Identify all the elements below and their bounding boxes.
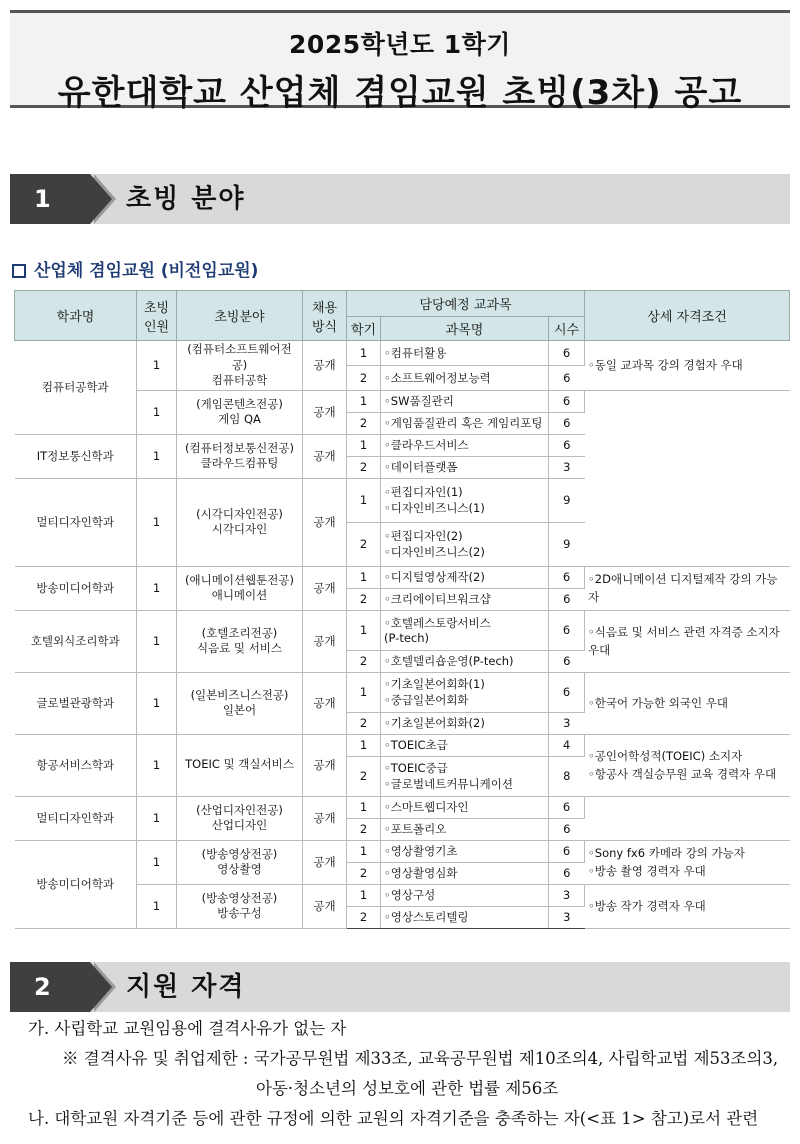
subject-cell: ◦클라우드서비스 bbox=[381, 434, 549, 456]
header-count: 초빙 인원 bbox=[137, 291, 177, 341]
subject-cell: ◦기초일본어회화(2) bbox=[381, 712, 549, 734]
field-cell: (게임콘텐츠전공) 게임 QA bbox=[177, 390, 303, 434]
subject-cell: ◦호텔레스토랑서비스 (P-tech) bbox=[381, 610, 549, 650]
checkbox-icon bbox=[12, 264, 26, 278]
method-cell: 공개 bbox=[303, 390, 347, 434]
subject-cell: ◦게임품질관리 혹은 게임리포팅 bbox=[381, 412, 549, 434]
recruitment-table bbox=[14, 290, 790, 929]
method-cell: 공개 bbox=[303, 840, 347, 884]
hours-cell: 4 bbox=[549, 734, 585, 756]
dept-cell: 방송미디어학과 bbox=[15, 566, 137, 610]
dept-cell: 멀티디자인학과 bbox=[15, 796, 137, 840]
semester-cell: 2 bbox=[347, 456, 381, 478]
section-2-header bbox=[10, 962, 790, 1012]
method-cell: 공개 bbox=[303, 672, 347, 734]
field-cell: (호텔조리전공) 식음료 및 서비스 bbox=[177, 610, 303, 672]
count-cell: 1 bbox=[137, 672, 177, 734]
section-1-number: 1 bbox=[10, 174, 90, 224]
hours-cell: 9 bbox=[549, 478, 585, 522]
dept-cell: 호텔외식조리학과 bbox=[15, 610, 137, 672]
qualification-cell: ◦한국어 가능한 외국인 우대 bbox=[585, 672, 790, 734]
method-cell: 공개 bbox=[303, 734, 347, 796]
semester-cell: 1 bbox=[347, 341, 381, 366]
subject-cell: ◦SW품질관리 bbox=[381, 390, 549, 412]
hours-cell: 3 bbox=[549, 906, 585, 928]
count-cell: 1 bbox=[137, 566, 177, 610]
section-1-header bbox=[10, 174, 790, 224]
subject-cell: ◦영상스토리텔링 bbox=[381, 906, 549, 928]
count-cell: 1 bbox=[137, 840, 177, 884]
count-cell: 1 bbox=[137, 610, 177, 672]
header-subject: 과목명 bbox=[381, 317, 549, 341]
header-dept: 학과명 bbox=[15, 291, 137, 341]
header-qual: 상세 자격조건 bbox=[585, 291, 790, 341]
section-2-body bbox=[28, 1014, 798, 1134]
field-cell: (방송영상전공) 영상촬영 bbox=[177, 840, 303, 884]
count-cell: 1 bbox=[137, 434, 177, 478]
dept-cell: 항공서비스학과 bbox=[15, 734, 137, 796]
subject-cell: ◦크리에이티브워크샵 bbox=[381, 588, 549, 610]
qualification-cell bbox=[585, 796, 790, 840]
semester-cell: 2 bbox=[347, 862, 381, 884]
subheading-text: 산업체 겸임교원 (비전임교원) bbox=[34, 261, 259, 281]
field-cell: (애니메이션웹툰전공) 애니메이션 bbox=[177, 566, 303, 610]
hours-cell: 6 bbox=[549, 610, 585, 650]
method-cell: 공개 bbox=[303, 796, 347, 840]
table-row bbox=[15, 796, 790, 818]
item-ga: 가. 사립학교 교원임용에 결격사유가 없는 자 bbox=[28, 1019, 347, 1038]
hours-cell: 6 bbox=[549, 390, 585, 412]
qualification-cell bbox=[585, 390, 790, 566]
subject-cell: ◦TOEIC중급 ◦글로벌네트커뮤니케이션 bbox=[381, 756, 549, 796]
semester-cell: 1 bbox=[347, 796, 381, 818]
section-2-number: 2 bbox=[10, 962, 90, 1012]
hours-cell: 6 bbox=[549, 650, 585, 672]
count-cell: 1 bbox=[137, 884, 177, 928]
hours-cell: 6 bbox=[549, 862, 585, 884]
semester-cell: 2 bbox=[347, 906, 381, 928]
hours-cell: 3 bbox=[549, 884, 585, 906]
method-cell: 공개 bbox=[303, 341, 347, 391]
hours-cell: 6 bbox=[549, 840, 585, 862]
title-year: 2025학년도 1학기 bbox=[289, 30, 511, 59]
hours-cell: 3 bbox=[549, 456, 585, 478]
qualification-cell: ◦2D애니메이션 디지털제작 강의 가능자 bbox=[585, 566, 790, 610]
field-cell: (산업디자인전공) 산업디자인 bbox=[177, 796, 303, 840]
hours-cell: 6 bbox=[549, 588, 585, 610]
subject-cell: ◦스마트웹디자인 bbox=[381, 796, 549, 818]
semester-cell: 2 bbox=[347, 712, 381, 734]
title-box bbox=[10, 10, 790, 113]
field-cell: (방송영상전공) 방송구성 bbox=[177, 884, 303, 928]
hours-cell: 9 bbox=[549, 522, 585, 566]
section-2-title: 지원 자격 bbox=[126, 972, 246, 1002]
table-row bbox=[15, 672, 790, 712]
hours-cell: 6 bbox=[549, 796, 585, 818]
hours-cell: 3 bbox=[549, 712, 585, 734]
field-cell: (컴퓨터정보통신전공) 클라우드컴퓨팅 bbox=[177, 434, 303, 478]
header-hours: 시수 bbox=[549, 317, 585, 341]
field-cell: (컴퓨터소프트웨어전공) 컴퓨터공학 bbox=[177, 341, 303, 391]
qualification-cell: ◦방송 작가 경력자 우대 bbox=[585, 884, 790, 928]
field-cell: TOEIC 및 객실서비스 bbox=[177, 734, 303, 796]
header-method: 채용 방식 bbox=[303, 291, 347, 341]
qualification-cell: ◦식음료 및 서비스 관련 자격증 소지자 우대 bbox=[585, 610, 790, 672]
dept-cell: IT정보통신학과 bbox=[15, 434, 137, 478]
subject-cell: ◦편집디자인(2) ◦디자인비즈니스(2) bbox=[381, 522, 549, 566]
note-line-1: ※ 결격사유 및 취업제한 : 국가공무원법 제33조, 교육공무원법 제10조의4, 사립학교법 제53조의3, bbox=[62, 1049, 779, 1068]
method-cell: 공개 bbox=[303, 610, 347, 672]
hours-cell: 8 bbox=[549, 756, 585, 796]
semester-cell: 1 bbox=[347, 672, 381, 712]
note-line-2: 아동·청소년의 성보호에 관한 법률 제56조 bbox=[256, 1079, 559, 1098]
semester-cell: 1 bbox=[347, 566, 381, 588]
table-row bbox=[15, 840, 790, 862]
semester-cell: 2 bbox=[347, 818, 381, 840]
header-field: 초빙분야 bbox=[177, 291, 303, 341]
subject-cell: ◦호텔델리숍운영(P-tech) bbox=[381, 650, 549, 672]
section-1-arrow bbox=[90, 174, 112, 224]
dept-cell: 멀티디자인학과 bbox=[15, 478, 137, 566]
qualification-cell: ◦동일 교과목 강의 경험자 우대 bbox=[585, 341, 790, 391]
subject-cell: ◦데이터플랫폼 bbox=[381, 456, 549, 478]
hours-cell: 6 bbox=[549, 341, 585, 366]
count-cell: 1 bbox=[137, 734, 177, 796]
subject-cell: ◦TOEIC초급 bbox=[381, 734, 549, 756]
subject-cell: ◦디지털영상제작(2) bbox=[381, 566, 549, 588]
count-cell: 1 bbox=[137, 478, 177, 566]
table-row bbox=[15, 341, 790, 366]
subject-cell: ◦영상구성 bbox=[381, 884, 549, 906]
hours-cell: 6 bbox=[549, 818, 585, 840]
semester-cell: 2 bbox=[347, 365, 381, 390]
dept-cell: 컴퓨터공학과 bbox=[15, 341, 137, 435]
subject-cell: ◦영상촬영기초 bbox=[381, 840, 549, 862]
page-title: 유한대학교 산업체 겸임교원 초빙(3차) 공고 bbox=[57, 73, 743, 113]
hours-cell: 6 bbox=[549, 434, 585, 456]
hours-cell: 6 bbox=[549, 672, 585, 712]
subject-cell: ◦포트폴리오 bbox=[381, 818, 549, 840]
hours-cell: 6 bbox=[549, 566, 585, 588]
qualification-cell: ◦Sony fx6 카메라 강의 가능자 ◦방송 촬영 경력자 우대 bbox=[585, 840, 790, 884]
count-cell: 1 bbox=[137, 796, 177, 840]
semester-cell: 1 bbox=[347, 734, 381, 756]
semester-cell: 1 bbox=[347, 390, 381, 412]
subject-cell: ◦컴퓨터활용 bbox=[381, 341, 549, 366]
method-cell: 공개 bbox=[303, 884, 347, 928]
semester-cell: 1 bbox=[347, 610, 381, 650]
semester-cell: 2 bbox=[347, 588, 381, 610]
semester-cell: 1 bbox=[347, 478, 381, 522]
table-body bbox=[15, 341, 790, 929]
table-row bbox=[15, 566, 790, 588]
dept-cell: 글로벌관광학과 bbox=[15, 672, 137, 734]
semester-cell: 1 bbox=[347, 840, 381, 862]
method-cell: 공개 bbox=[303, 434, 347, 478]
subject-cell: ◦기초일본어회화(1) ◦중급일본어회화 bbox=[381, 672, 549, 712]
semester-cell: 2 bbox=[347, 522, 381, 566]
dept-cell: 방송미디어학과 bbox=[15, 840, 137, 928]
table-row bbox=[15, 610, 790, 650]
semester-cell: 2 bbox=[347, 412, 381, 434]
field-cell: (일본비즈니스전공) 일본어 bbox=[177, 672, 303, 734]
method-cell: 공개 bbox=[303, 566, 347, 610]
header-courses: 담당예정 교과목 bbox=[347, 291, 585, 317]
subheading bbox=[12, 256, 258, 281]
hours-cell: 6 bbox=[549, 365, 585, 390]
item-na: 나. 대학교원 자격기준 등에 관한 규정에 의한 교원의 자격기준을 충족하는 자(<표 1> 참고)로서 관련 bbox=[28, 1109, 759, 1128]
subject-cell: ◦편집디자인(1) ◦디자인비즈니스(1) bbox=[381, 478, 549, 522]
field-cell: (시각디자인전공) 시각디자인 bbox=[177, 478, 303, 566]
method-cell: 공개 bbox=[303, 478, 347, 566]
hours-cell: 6 bbox=[549, 412, 585, 434]
semester-cell: 1 bbox=[347, 884, 381, 906]
semester-cell: 1 bbox=[347, 434, 381, 456]
header-semester: 학기 bbox=[347, 317, 381, 341]
semester-cell: 2 bbox=[347, 756, 381, 796]
count-cell: 1 bbox=[137, 390, 177, 434]
section-2-arrow bbox=[90, 962, 112, 1012]
count-cell: 1 bbox=[137, 341, 177, 391]
semester-cell: 2 bbox=[347, 650, 381, 672]
section-1-title: 초빙 분야 bbox=[126, 184, 246, 214]
subject-cell: ◦영상촬영심화 bbox=[381, 862, 549, 884]
table-row bbox=[15, 734, 790, 756]
subject-cell: ◦소프트웨어정보능력 bbox=[381, 365, 549, 390]
qualification-cell: ◦공인어학성적(TOEIC) 소지자 ◦항공사 객실승무원 교육 경력자 우대 bbox=[585, 734, 790, 796]
